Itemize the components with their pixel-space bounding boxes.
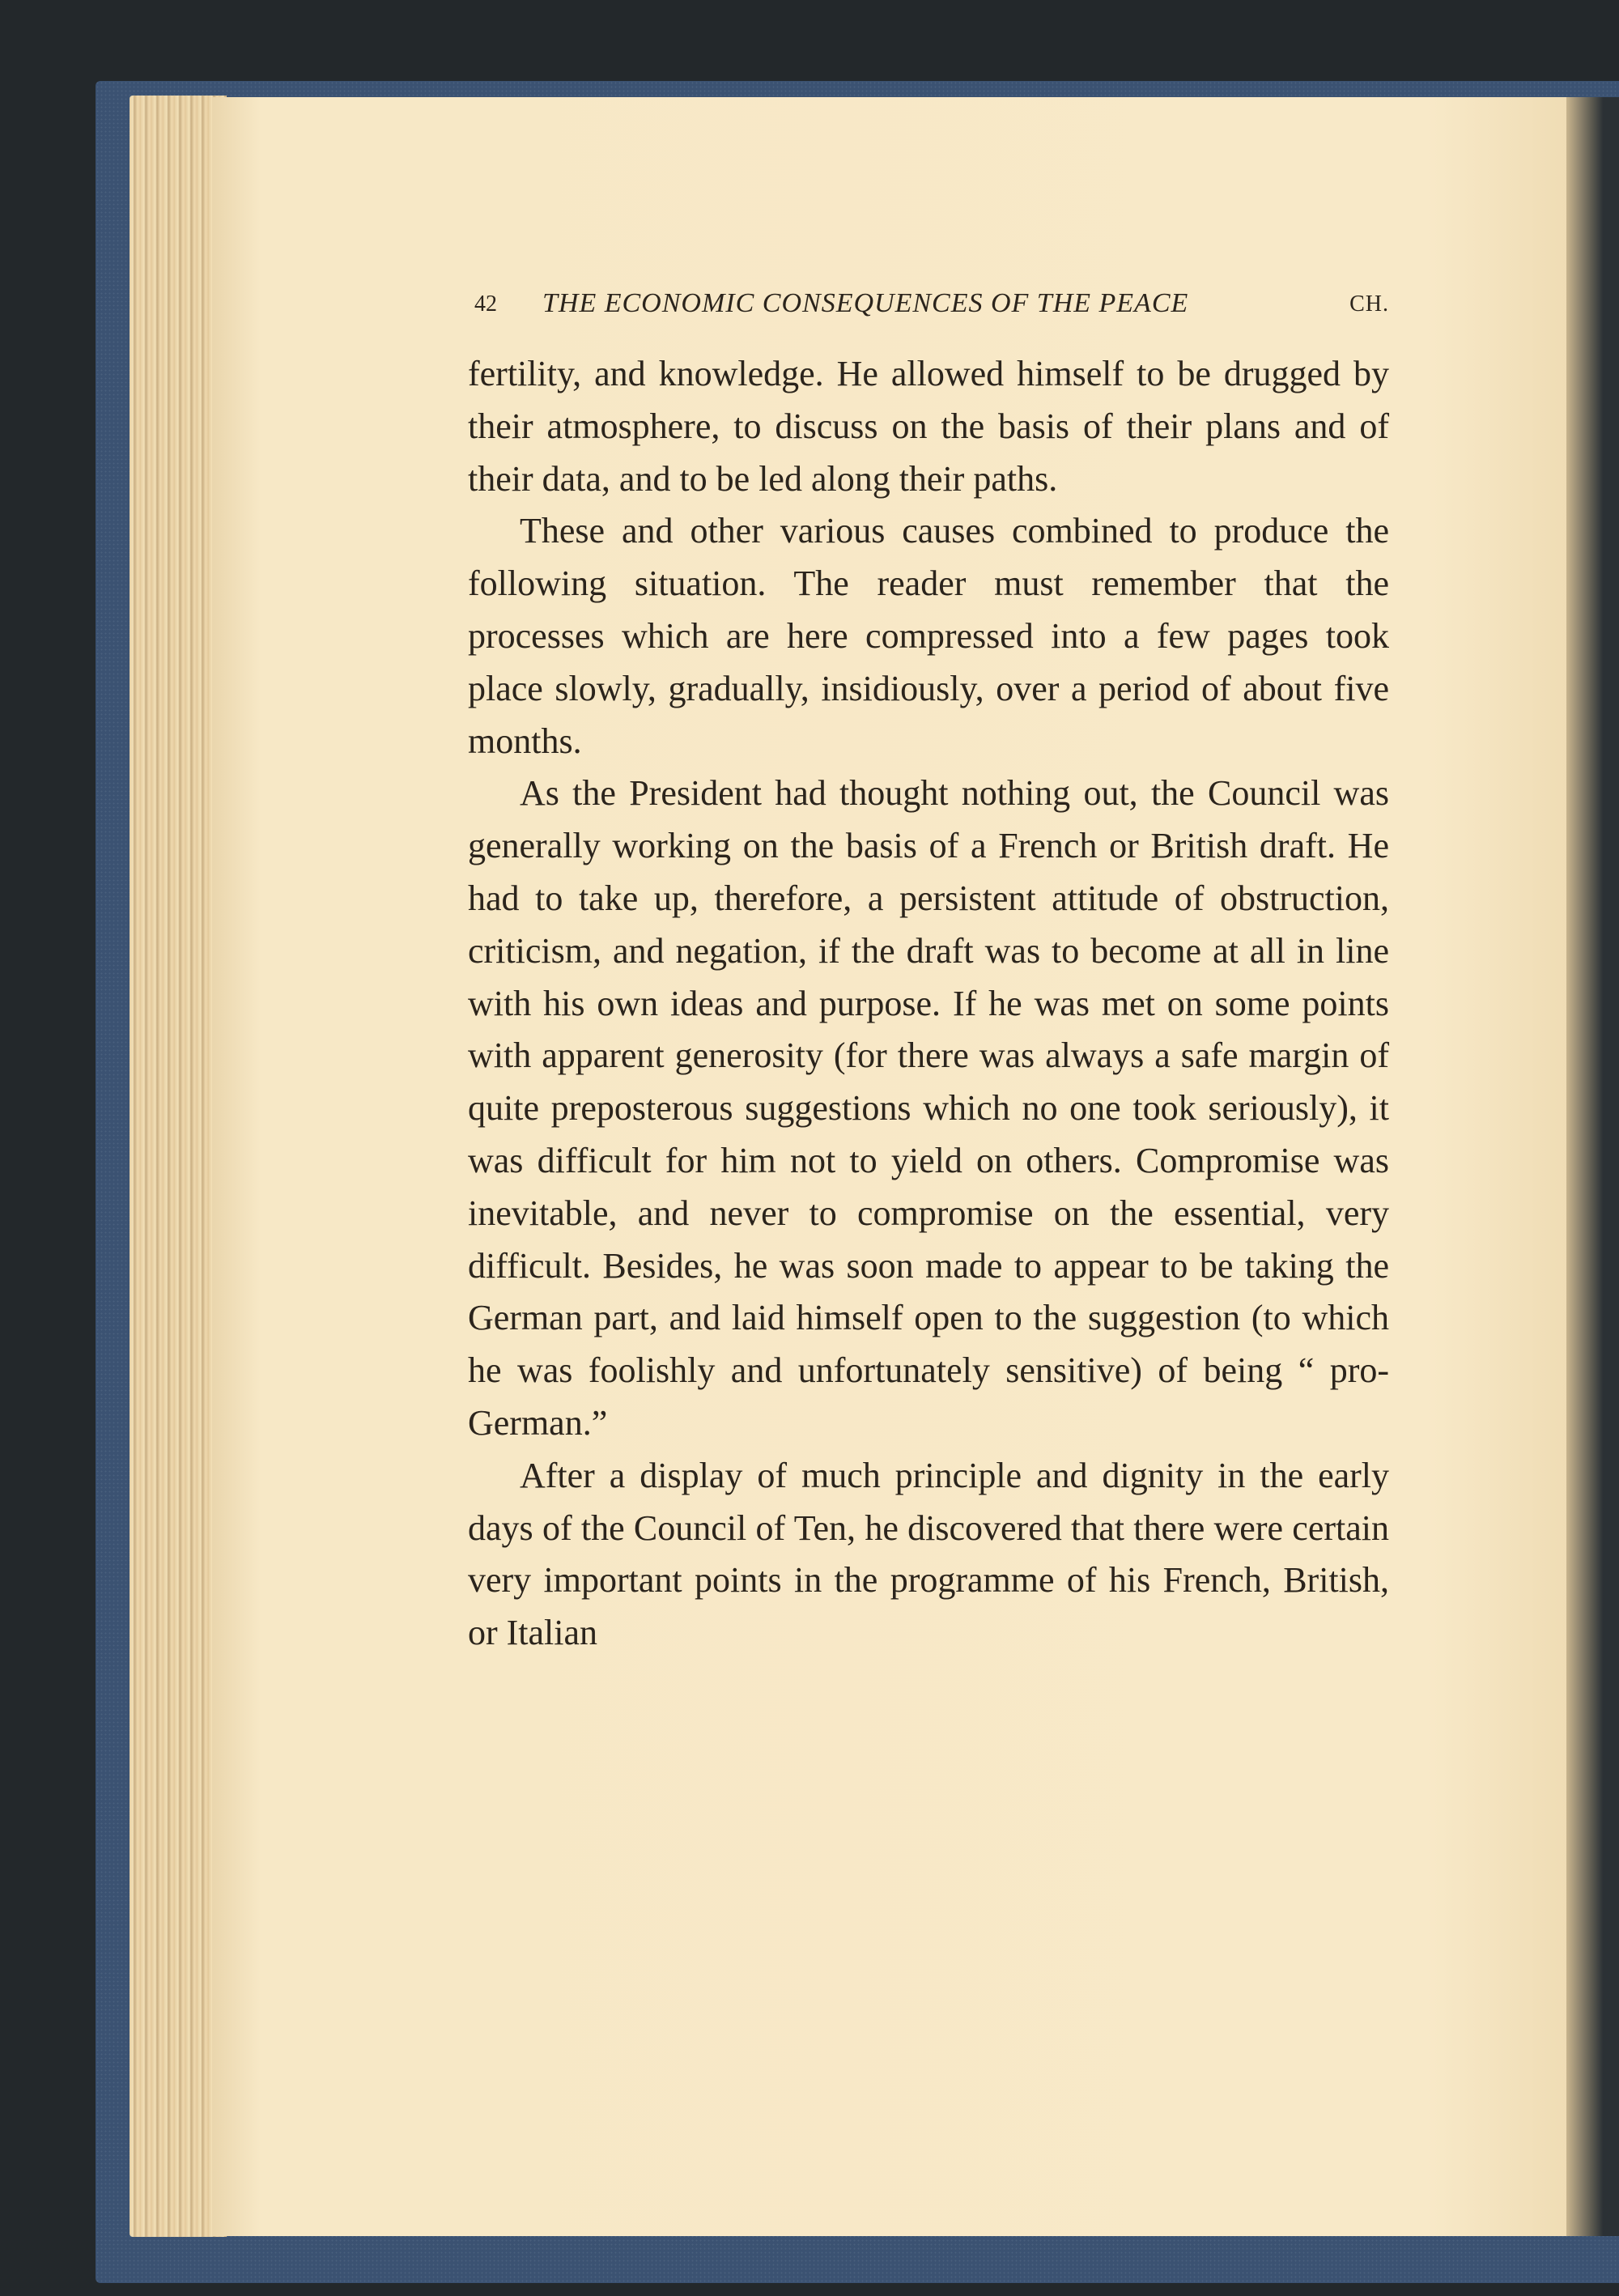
running-header [474,288,1389,329]
paragraph-continued: fertility, and knowledge. He allowed himself to be drugged by their atmosphere, to discuss on the basis of their plans and of their data, and to be led along their paths. [468,354,1389,499]
paragraph: These and other various causes combined to produce the following situation. The reader must remember that the processes which are here compressed into a few pages took place slowly, gradually, insidiously, over a period of about five months. [468,511,1389,761]
chapter-abbrev: CH. [1349,291,1389,317]
running-title: THE ECONOMIC CONSEQUENCES OF THE PEACE [542,288,1189,318]
body-text [468,348,1389,1660]
page-number: 42 [474,291,497,317]
paragraph: As the President had thought nothing out, the Council was generally working on the basis of a French or British draft. He had to take up, therefore, a persistent attitude of obstruction, criticism, and negation, if the draft was to become at all in line with his own ideas and purpose. If he was met on some points with apparent generosity (for there was always a safe margin of quite preposterous suggestions which no one took seriously), it was difficult for him not to yield on others. Compromise was inevitable, and never to compromise on the essential, very difficult. Besides, he was soon made to appear to be taking the German part, and laid himself open to the suggestion (to which he was foolishly and unfortunately sensitive) of being “ pro-German.” [468,773,1389,1443]
paragraph: After a display of much principle and dignity in the early days of the Council of Ten, he discovered that there were certain very important points in the programme of his French, British, or Italian [468,1455,1389,1653]
page-gutter-shadow [1566,97,1619,2236]
